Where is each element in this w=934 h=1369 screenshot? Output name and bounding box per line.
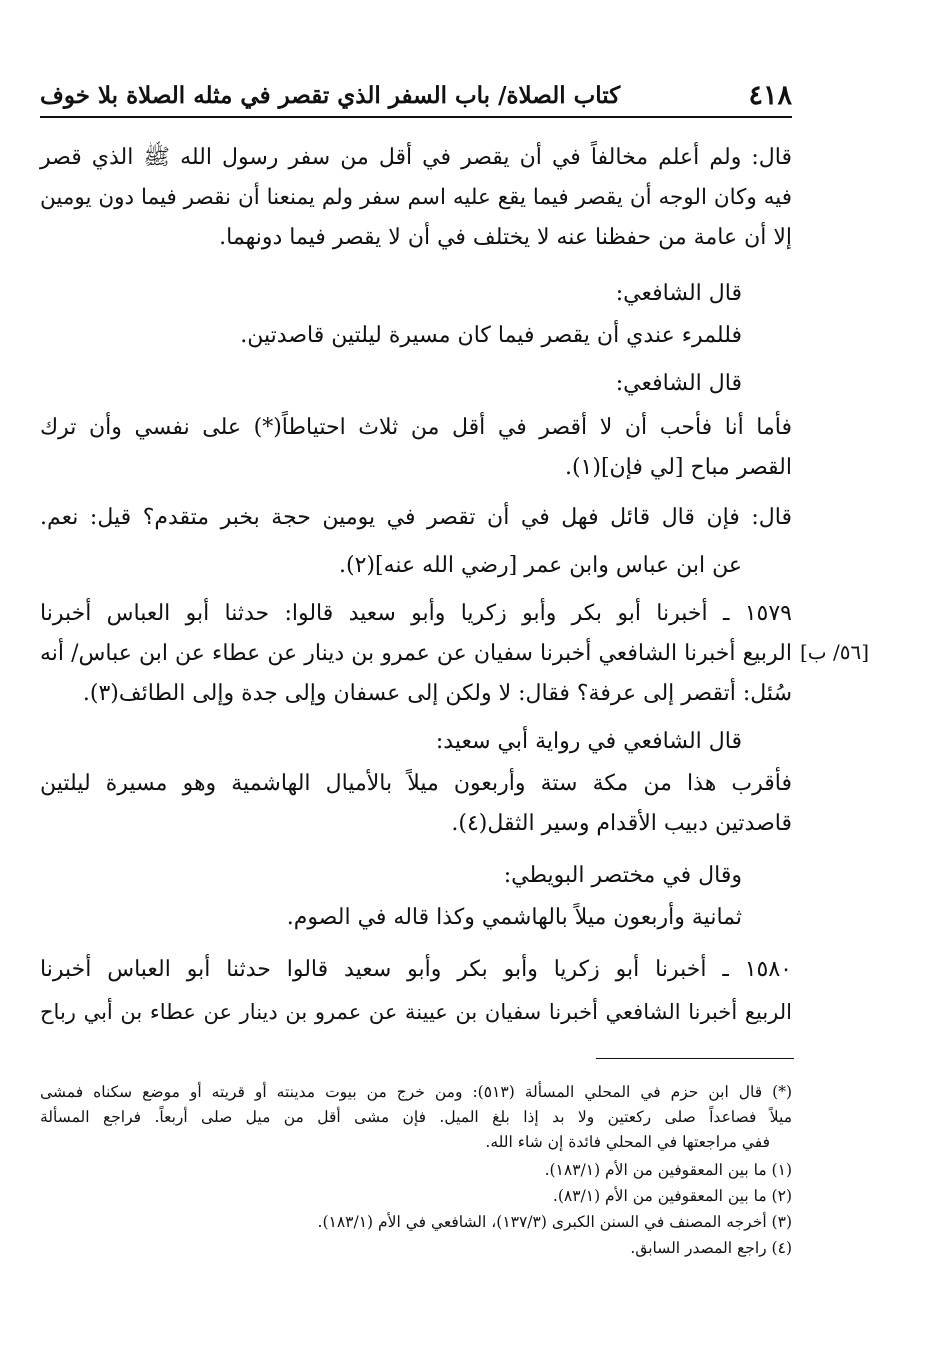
footnote-item: (١) ما بين المعقوفين من الأم (١٨٣/١). bbox=[544, 1161, 792, 1179]
hadith-line: سُئل: أتقصر إلى عرفة؟ فقال: لا ولكن إلى عسفان وإلى جدة وإلى الطائف(٣). bbox=[82, 681, 792, 706]
footnote-line: ففي مراجعتها في المحلي فائدة إن شاء الله. bbox=[485, 1133, 770, 1151]
section-heading: قال الشافعي: bbox=[615, 371, 742, 396]
footnote-line: ميلاً فصاعداً صلى ركعتين ولا بد إذا بلغ الميل. فإن مشى أقل من ميل صلى أربعاً. فراجع المسألة bbox=[40, 1108, 792, 1126]
text-line: فأما أنا فأحب أن لا أقصر في أقل من ثلاث احتياطاً(*) على نفسي وأن ترك bbox=[40, 415, 792, 440]
footnote-line: (*) قال ابن حزم في المحلي المسألة (٥١٣): ومن خرج من بيوت مدينته أو قريته أو موضع سكناه فمشى bbox=[40, 1083, 792, 1101]
running-title: كتاب الصلاة/ باب السفر الذي تقصر في مثله الصلاة بلا خوف bbox=[40, 82, 621, 109]
section-heading: قال الشافعي: bbox=[615, 281, 742, 306]
hadith-line: الربيع أخبرنا الشافعي أخبرنا سفيان عن عمرو بن دينار عن عطاء عن ابن عباس/ أنه bbox=[40, 641, 792, 666]
footnote-item: (٣) أخرجه المصنف في السنن الكبرى (١٣٧/٣)، الشافعي في الأم (١٨٣/١). bbox=[317, 1213, 792, 1231]
hadith-line: ١٥٨٠ ـ أخبرنا أبو زكريا وأبو بكر وأبو سعيد قالوا حدثنا أبو العباس أخبرنا bbox=[40, 957, 792, 982]
text-line: إلا أن عامة من حفظنا عنه لا يختلف في أن لا يقصر فيما دونهما. bbox=[219, 225, 792, 250]
footnote-item: (٢) ما بين المعقوفين من الأم (٨٣/١). bbox=[552, 1187, 792, 1205]
page-number: ٤١٨ bbox=[748, 80, 792, 111]
section-heading: قال الشافعي في رواية أبي سعيد: bbox=[435, 729, 742, 754]
text-line: فللمرء عندي أن يقصر فيما كان مسيرة ليلتين قاصدتين. bbox=[240, 323, 742, 348]
text-line: قاصدتين دبيب الأقدام وسير الثقل(٤). bbox=[451, 811, 792, 836]
text-line: ثمانية وأربعون ميلاً بالهاشمي وكذا قاله في الصوم. bbox=[286, 905, 742, 930]
margin-folio-note: [٥٦/ ب] bbox=[800, 640, 870, 664]
text-line: قال: ولم أعلم مخالفاً في أن يقصر في أقل من سفر رسول الله ﷺ الذي قصر bbox=[40, 145, 792, 170]
hadith-line: ١٥٧٩ ـ أخبرنا أبو بكر وأبو زكريا وأبو سعيد قالوا: حدثنا أبو العباس أخبرنا bbox=[40, 601, 792, 626]
footnote-separator bbox=[596, 1058, 794, 1059]
section-heading: وقال في مختصر البويطي: bbox=[503, 863, 742, 888]
text-line: قال: فإن قال قائل فهل في أن تقصر في يومين حجة بخبر متقدم؟ قيل: نعم. bbox=[40, 505, 792, 530]
page-header bbox=[40, 76, 792, 118]
text-line: عن ابن عباس وابن عمر [رضي الله عنه](٢). bbox=[339, 553, 742, 578]
text-line: فأقرب هذا من مكة ستة وأربعون ميلاً بالأميال الهاشمية وهو مسيرة ليلتين bbox=[40, 771, 793, 796]
footnote-item: (٤) راجع المصدر السابق. bbox=[630, 1239, 792, 1257]
text-line: فيه وكان الوجه أن يقصر فيما يقع عليه اسم سفر ولم يمنعنا أن نقصر فيما دون يومين bbox=[40, 185, 792, 210]
hadith-line: الربيع أخبرنا الشافعي أخبرنا سفيان بن عيينة عن عمرو بن دينار عن عطاء بن أبي رباح bbox=[40, 1000, 792, 1024]
text-line: القصر مباح [لي فإن](١). bbox=[564, 455, 792, 480]
